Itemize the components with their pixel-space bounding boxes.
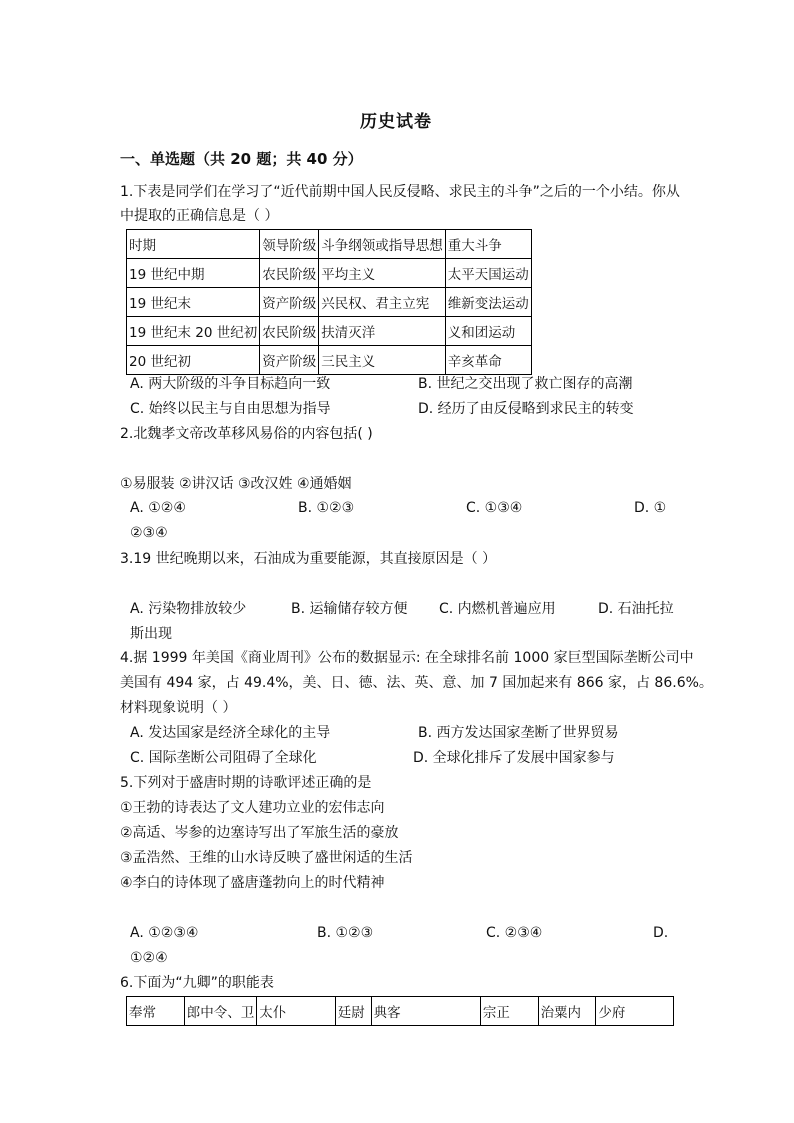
table-cell: 少府	[596, 997, 674, 1026]
q2-option-a[interactable]: A. ①②④	[130, 500, 186, 516]
table-cell: 义和团运动	[445, 317, 531, 346]
table-cell: 资产阶级	[260, 346, 319, 375]
table-cell: 重大斗争	[445, 230, 531, 259]
q5-stem: 5.下列对于盛唐时期的诗歌评述正确的是	[120, 775, 372, 791]
q3-option-d[interactable]: D. 石油托拉	[598, 601, 674, 617]
table-row	[127, 317, 532, 346]
table-cell: 廷尉	[335, 997, 371, 1026]
table-row	[127, 997, 674, 1026]
table-cell: 维新变法运动	[445, 288, 531, 317]
q4-line1: 4.据 1999 年美国《商业周刊》公布的数据显示: 在全球排名前 1000 家巨型国际垄断公司中	[120, 650, 694, 666]
page-title: 历史试卷	[360, 112, 432, 132]
table-cell: 扶清灭洋	[319, 317, 446, 346]
table-cell: 辛亥革命	[445, 346, 531, 375]
table-cell: 三民主义	[319, 346, 446, 375]
q1-stem-line2: 中提取的正确信息是（ ）	[120, 208, 279, 224]
q5-option-c[interactable]: C. ②③④	[486, 925, 543, 941]
q1-option-a[interactable]: A. 两大阶级的斗争目标趋向一致	[130, 376, 331, 392]
table-cell: 太平天国运动	[445, 259, 531, 288]
table-row	[127, 346, 532, 375]
q4-line2: 美国有 494 家，占 49.4%，美、日、德、法、英、意、加 7 国加起来有 866 家，占 86.6%。	[120, 675, 713, 691]
q5-option-b[interactable]: B. ①②③	[317, 925, 374, 941]
table-cell: 20 世纪初	[127, 346, 260, 375]
q2-items: ①易服装 ②讲汉话 ③改汉姓 ④通婚姻	[120, 476, 352, 492]
table-cell: 典客	[371, 997, 480, 1026]
q5-item: ①王勃的诗表达了文人建功立业的宏伟志向	[120, 800, 385, 816]
q3-stem: 3.19 世纪晚期以来，石油成为重要能源，其直接原因是（ ）	[120, 551, 497, 567]
table-row	[127, 259, 532, 288]
table-row	[127, 230, 532, 259]
table-cell: 兴民权、君主立宪	[319, 288, 446, 317]
table-cell: 19 世纪末	[127, 288, 260, 317]
q3-option-c[interactable]: C. 内燃机普遍应用	[439, 601, 556, 617]
table-cell: 平均主义	[319, 259, 446, 288]
q1-option-d[interactable]: D. 经历了由反侵略到求民主的转变	[418, 401, 634, 417]
q4-option-c[interactable]: C. 国际垄断公司阻碍了全球化	[130, 750, 317, 766]
q3-option-b[interactable]: B. 运输储存较方便	[291, 601, 408, 617]
q1-option-b[interactable]: B. 世纪之交出现了救亡图存的高潮	[418, 376, 633, 392]
table-cell: 资产阶级	[260, 288, 319, 317]
table-cell: 19 世纪中期	[127, 259, 260, 288]
table-cell: 太仆	[257, 997, 336, 1026]
q4-option-d[interactable]: D. 全球化排斥了发展中国家参与	[413, 750, 615, 766]
q4-option-b[interactable]: B. 西方发达国家垄断了世界贸易	[418, 725, 619, 741]
table-cell: 郎中令、卫	[184, 997, 257, 1026]
q3-option-a[interactable]: A. 污染物排放较少	[130, 601, 247, 617]
q5-item: ④李白的诗体现了盛唐蓬勃向上的时代精神	[120, 875, 385, 891]
table-cell: 领导阶级	[260, 230, 319, 259]
table-cell: 19 世纪末 20 世纪初	[127, 317, 260, 346]
q6-stem: 6.下面为“九卿”的职能表	[120, 975, 274, 991]
q5-option-d-cont: ①②④	[130, 950, 168, 966]
table-cell: 治粟内	[538, 997, 596, 1026]
table-cell: 宗正	[480, 997, 538, 1026]
q5-option-a[interactable]: A. ①②③④	[130, 925, 199, 941]
q6-table	[126, 996, 674, 1026]
q2-option-d[interactable]: D. ①	[634, 500, 667, 516]
q1-table	[126, 229, 532, 375]
q2-stem: 2.北魏孝文帝改革移风易俗的内容包括( )	[120, 426, 373, 442]
q4-option-a[interactable]: A. 发达国家是经济全球化的主导	[130, 725, 331, 741]
q3-option-d-cont: 斯出现	[130, 626, 172, 642]
q2-option-d-cont: ②③④	[130, 525, 168, 541]
q1-stem-line1: 1.下表是同学们在学习了“近代前期中国人民反侵略、求民主的斗争”之后的一个小结。你从	[120, 184, 680, 200]
table-cell: 农民阶级	[260, 259, 319, 288]
table-cell: 斗争纲领或指导思想	[319, 230, 446, 259]
q2-option-b[interactable]: B. ①②③	[298, 500, 355, 516]
table-cell: 奉常	[127, 997, 185, 1026]
table-cell: 时期	[127, 230, 260, 259]
q2-option-c[interactable]: C. ①③④	[466, 500, 523, 516]
q5-option-d[interactable]: D.	[653, 925, 669, 941]
q5-item: ②高适、岑参的边塞诗写出了军旅生活的豪放	[120, 825, 399, 841]
table-cell: 农民阶级	[260, 317, 319, 346]
section-heading: 一、单选题（共 20 题；共 40 分）	[120, 150, 363, 168]
q1-option-c[interactable]: C. 始终以民主与自由思想为指导	[130, 401, 331, 417]
q5-item: ③孟浩然、王维的山水诗反映了盛世闲适的生活	[120, 850, 413, 866]
q4-line3: 材料现象说明（ ）	[120, 700, 237, 716]
table-row	[127, 288, 532, 317]
